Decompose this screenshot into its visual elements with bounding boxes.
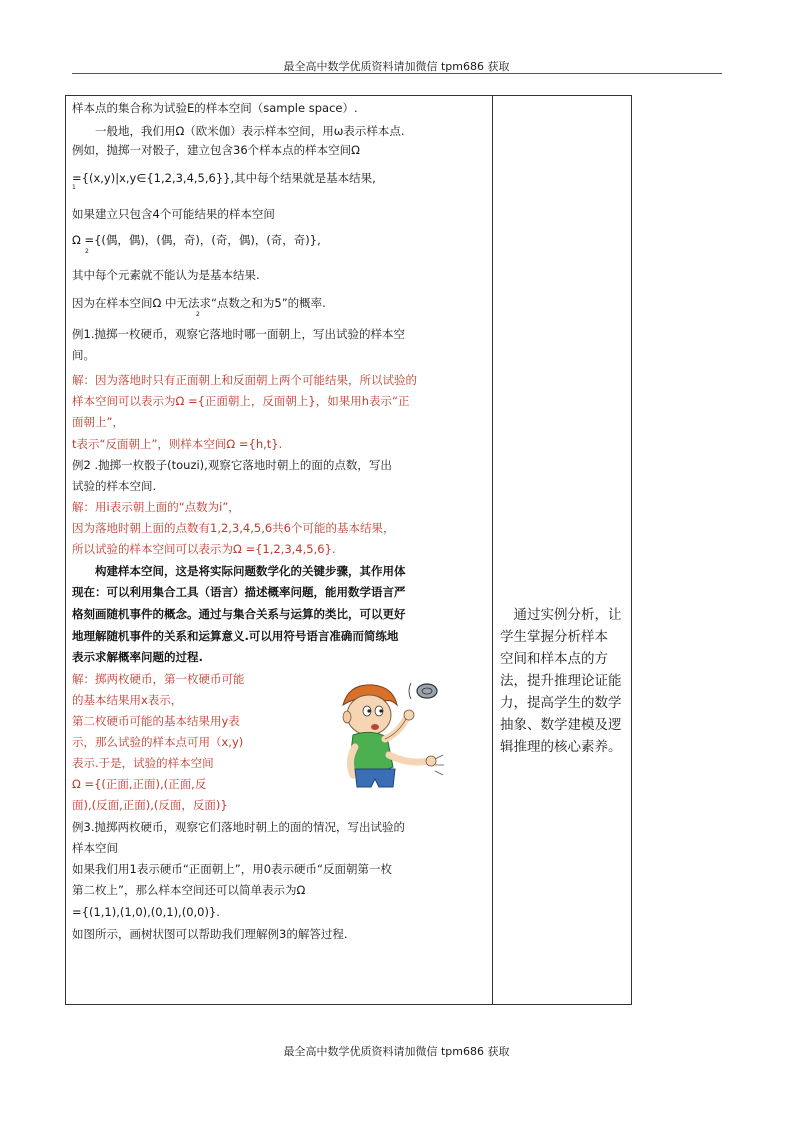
teaching-goal-note: [500, 604, 628, 758]
key-point-line: 现在：可以利用集合工具（语言）描述概率问题，能用数学语言严: [72, 585, 406, 599]
solution-line: 所以试验的样本空间可以表示为Ω ={1,2,3,4,5,6}.: [72, 542, 336, 556]
example-heading: 例2 .抛掷一枚骰子(touzi),观察它落地时朝上的面的点数，写出: [72, 458, 392, 472]
solution-line: 第二枚硬币可能的基本结果用y表: [72, 714, 240, 728]
note-line: 辑推理的核心素养。: [500, 739, 622, 755]
text-line: 一般地，我们用Ω（欧米伽）表示样本空间，用ω表示样本点.: [72, 124, 405, 138]
note-line: 抽象、数学建模及逻: [500, 717, 622, 733]
example-heading: 例1.抛掷一枚硬币，观察它落地时哪一面朝上，写出试验的样本空: [72, 327, 405, 341]
text-line: 因为在样本空间Ω 中无法求“点数之和为5”的概率.: [72, 296, 326, 310]
text-line: 第二枚上”，那么样本空间还可以简单表示为Ω: [72, 883, 306, 897]
text-line: ={(1,1),(1,0),(0,1),(0,0)}.: [72, 905, 220, 919]
key-point-line: 地理解随机事件的关系和运算意义.可以用符号语言准确而简练地: [72, 629, 399, 643]
solution-line: 的基本结果用x表示，: [72, 693, 183, 707]
solution-line: Ω ={(正面,正面),(正面,反: [72, 777, 207, 791]
text-line: 如果我们用1表示硬币“正面朝上”，用0表示硬币“反面朝第一枚: [72, 862, 393, 876]
note-line: 力，提高学生的数学: [500, 695, 622, 711]
solution-line: 示，那么试验的样本点可用（x,y): [72, 735, 244, 749]
text-line: 试验的样本空间.: [72, 479, 157, 493]
solution-line: 样本空间可以表示为Ω ={正面朝上，反面朝上}，如果用h表示“正: [72, 394, 410, 408]
solution-line: 表示.于是，试验的样本空间: [72, 756, 214, 770]
text-line: 如果建立只包含4个可能结果的样本空间: [72, 207, 275, 221]
solution-line: t表示“反面朝上”，则样本空间Ω ={h,t}.: [72, 437, 283, 451]
text-line: 其中每个元素就不能认为是基本结果.: [72, 268, 260, 282]
solution-line: 解：掷两枚硬币，第一枚硬币可能: [72, 672, 245, 686]
solution-line: 解：用i表示朝上面的“点数为i”，: [72, 500, 240, 514]
key-point-line: 表示求解概率问题的过程.: [72, 650, 203, 664]
page-header: 最全高中数学优质资料请加微信 tpm686 获取: [283, 60, 510, 73]
subscript: 2: [85, 248, 89, 255]
solution-line: 因为落地时朝上面的点数有1,2,3,4,5,6共6个可能的基本结果，: [72, 521, 395, 535]
text-line: Ω ={(偶，偶)，(偶，奇)，(奇，偶)，(奇，奇)},: [72, 233, 321, 247]
key-point-line: 格刻画随机事件的概念。通过与集合关系与运算的类比，可以更好: [72, 607, 406, 621]
text-line: 例如，抛掷一对骰子，建立包含36个样本点的样本空间Ω: [72, 143, 360, 157]
text-line: 样本点的集合称为试验E的样本空间（sample space）.: [72, 101, 358, 115]
note-line: 法，提升推理论证能: [500, 673, 622, 689]
note-line: 空间和样本点的方: [500, 651, 608, 667]
subscript: 2: [196, 311, 200, 318]
text-line: 间。: [72, 348, 95, 362]
key-point-line: 构建样本空间，这是将实际问题数学化的关键步骤，其作用体: [72, 564, 406, 578]
text-line: 样本空间: [72, 841, 118, 855]
boy-coin-toss-illustration: [325, 675, 450, 800]
solution-line: 解：因为落地时只有正面朝上和反面朝上两个可能结果，所以试验的: [72, 373, 417, 387]
table-column-divider: [492, 95, 493, 1005]
example-heading: 例3.抛掷两枚硬币，观察它们落地时朝上的面的情况，写出试验的: [72, 820, 405, 834]
page-footer: 最全高中数学优质资料请加微信 tpm686 获取: [283, 1045, 510, 1058]
note-line: 学生掌握分析样本: [500, 629, 608, 645]
note-line: 通过实例分析，让: [500, 607, 622, 623]
text-line: 如图所示，画树状图可以帮助我们理解例3的解答过程.: [72, 927, 348, 941]
text-line: ={(x,y)|x,y∈{1,2,3,4,5,6}},其中每个结果就是基本结果,: [72, 171, 376, 185]
solution-line: 面朝上”，: [72, 415, 124, 429]
solution-line: 面),(反面,正面),(反面，反面)}: [72, 798, 228, 812]
subscript: 1: [72, 184, 76, 191]
header-rule: [72, 73, 722, 74]
content-cell: [72, 96, 488, 1001]
